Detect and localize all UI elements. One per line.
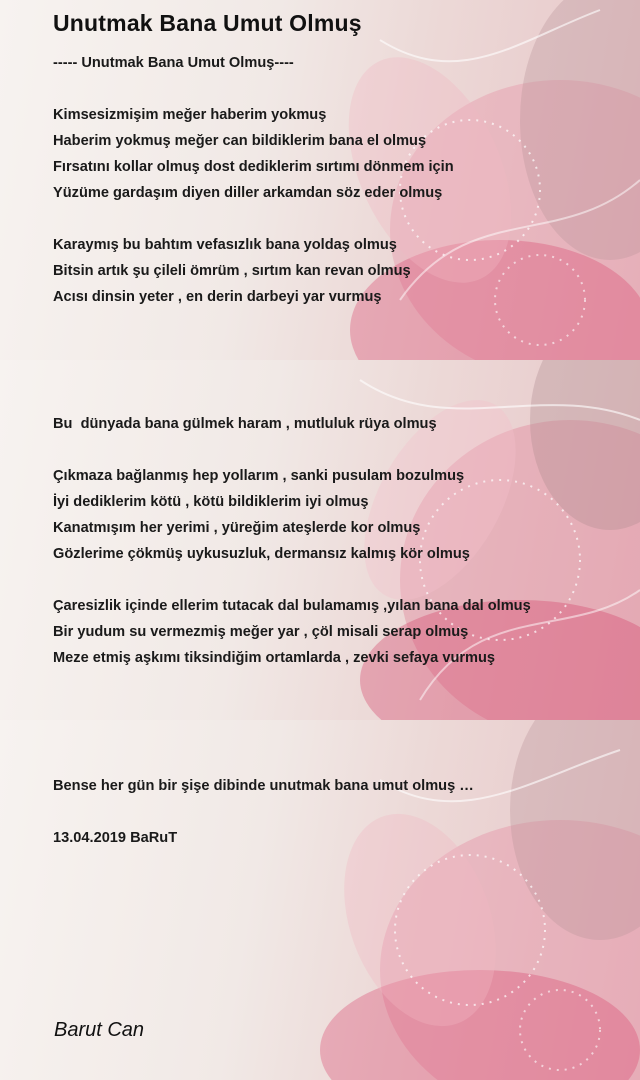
poem-line (53, 76, 454, 102)
poem-line: Bu dünyada bana gülmek haram , mutluluk rüya olmuş (53, 416, 437, 432)
poem-stanza-group-2 (53, 411, 531, 671)
poem-line: Karaymış bu bahtım vefasızlık bana yoldaş olmuş (53, 237, 397, 253)
poem-line: Gözlerime çökmüş uykusuzluk, dermansız kalmış kör olmuş (53, 546, 470, 562)
poem-line: Çıkmaza bağlanmış hep yollarım , sanki pusulam bozulmuş (53, 468, 465, 484)
poem-line: Haberim yokmuş meğer can bildiklerim bana el olmuş (53, 133, 427, 149)
poem-line (53, 437, 531, 463)
poem-line: Bitsin artık şu çileli ömrüm , sırtım kan revan olmuş (53, 263, 411, 279)
poem-line (53, 567, 531, 593)
poem-line: Acısı dinsin yeter , en derin darbeyi yar vurmuş (53, 289, 382, 305)
poem-line: Meze etmiş aşkımı tiksindiğim ortamlarda , zevki sefaya vurmuş (53, 650, 496, 666)
poem-line: Kanatmışım her yerimi , yüreğim ateşlerde kor olmuş (53, 520, 421, 536)
poem-date-signature: 13.04.2019 BaRuT (53, 830, 178, 846)
page-title: Unutmak Bana Umut Olmuş (53, 10, 362, 36)
poem-line: Yüzüme gardaşım diyen diller arkamdan söz eder olmuş (53, 185, 443, 201)
poem-line: Bense her gün bir şişe dibinde unutmak bana umut olmuş … (53, 778, 474, 794)
poem-line: Kimsesizmişim meğer haberim yokmuş (53, 107, 327, 123)
poem-line: İyi dediklerim kötü , kötü bildiklerim iyi olmuş (53, 494, 369, 510)
poem-stanza-group-1 (53, 50, 454, 310)
poem-line: ----- Unutmak Bana Umut Olmuş---- (53, 55, 294, 71)
poem-line (53, 799, 474, 825)
poem-line: Bir yudum su vermezmiş meğer yar , çöl misali serap olmuş (53, 624, 469, 640)
poem-line: Fırsatını kollar olmuş dost dediklerim sırtımı dönmem için (53, 159, 454, 175)
poem-line: Çaresizlik içinde ellerim tutacak dal bulamamış ,yılan bana dal olmuş (53, 598, 531, 614)
author-signature: Barut Can (54, 1019, 145, 1041)
poem-line (53, 206, 454, 232)
poem-stanza-group-3 (53, 773, 474, 851)
